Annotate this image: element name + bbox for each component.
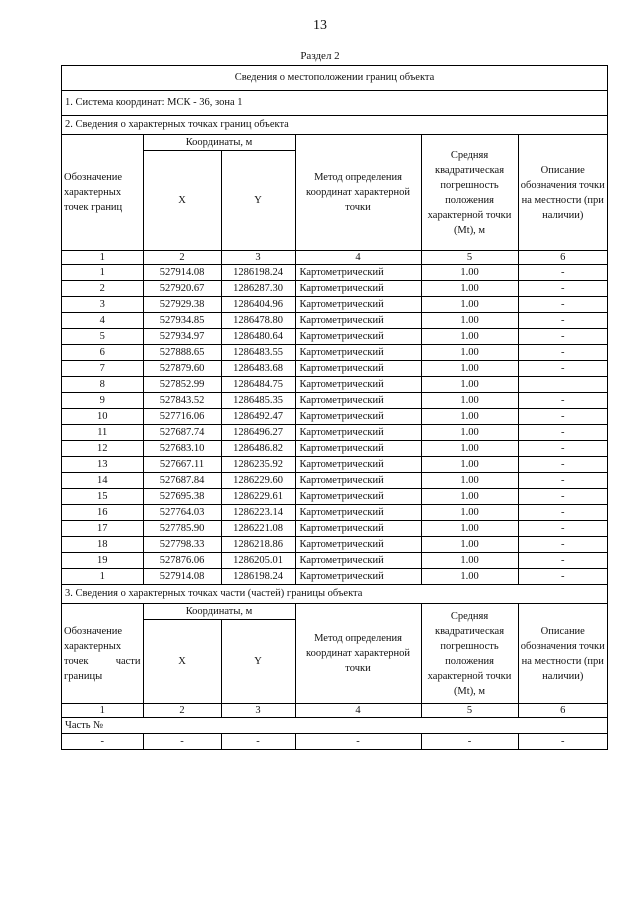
- coordinate-x: 527695.38: [143, 489, 221, 505]
- column-number: 4: [295, 251, 421, 265]
- header-coordinates: Координаты, м: [143, 135, 295, 151]
- part-label: Часть №: [62, 718, 607, 734]
- method-cell: Картометрический: [295, 553, 421, 569]
- error-cell: 1.00: [421, 281, 518, 297]
- table-row: [62, 345, 607, 361]
- error-cell: 1.00: [421, 569, 518, 585]
- point-number: 18: [62, 537, 143, 553]
- error-cell: 1.00: [421, 425, 518, 441]
- points-table-body: [62, 265, 607, 585]
- coordinate-x: 527934.97: [143, 329, 221, 345]
- coordinate-x: 527785.90: [143, 521, 221, 537]
- point-number: 5: [62, 329, 143, 345]
- error-cell: 1.00: [421, 489, 518, 505]
- table-cell: -: [221, 734, 295, 750]
- column-number: 6: [518, 704, 607, 718]
- header-coordinates: Координаты, м: [143, 604, 295, 620]
- column-number: 3: [221, 251, 295, 265]
- point-number: 6: [62, 345, 143, 361]
- coordinate-y: 1286478.80: [221, 313, 295, 329]
- method-cell: Картометрический: [295, 537, 421, 553]
- table-row: [62, 281, 607, 297]
- method-cell: Картометрический: [295, 265, 421, 281]
- coordinate-x: 527716.06: [143, 409, 221, 425]
- method-cell: Картометрический: [295, 313, 421, 329]
- error-cell: 1.00: [421, 265, 518, 281]
- error-cell: 1.00: [421, 361, 518, 377]
- table-row: [62, 313, 607, 329]
- method-cell: Картометрический: [295, 345, 421, 361]
- table-row: [62, 425, 607, 441]
- header-description: Описание обозначения точки на местности (при наличии): [518, 604, 607, 704]
- header-y: Y: [221, 151, 295, 251]
- method-cell: Картометрический: [295, 393, 421, 409]
- coordinate-x: 527764.03: [143, 505, 221, 521]
- method-cell: Картометрический: [295, 281, 421, 297]
- coordinate-y: 1286205.01: [221, 553, 295, 569]
- point-number: 7: [62, 361, 143, 377]
- coordinate-y: 1286484.75: [221, 377, 295, 393]
- point-number: 8: [62, 377, 143, 393]
- method-cell: Картометрический: [295, 409, 421, 425]
- header-y: Y: [221, 620, 295, 704]
- table-row: [62, 297, 607, 313]
- point-number: 1: [62, 265, 143, 281]
- parts-header-row: [62, 604, 607, 620]
- coordinate-x: 527879.60: [143, 361, 221, 377]
- error-cell: 1.00: [421, 345, 518, 361]
- header-description: Описание обозначения точки на местности (при наличии): [518, 135, 607, 251]
- coordinate-x: 527914.08: [143, 265, 221, 281]
- section-title: Раздел 2: [300, 50, 340, 62]
- table-row: [62, 329, 607, 345]
- table-row: [62, 441, 607, 457]
- description-cell: -: [518, 361, 607, 377]
- method-cell: Картометрический: [295, 377, 421, 393]
- description-cell: -: [518, 345, 607, 361]
- error-cell: 1.00: [421, 409, 518, 425]
- column-number: 5: [421, 251, 518, 265]
- point-number: 2: [62, 281, 143, 297]
- coordinate-y: 1286235.92: [221, 457, 295, 473]
- header-error: Средняя квадратическая погрешность положения характерной точки (Mt), м: [421, 135, 518, 251]
- column-number: 6: [518, 251, 607, 265]
- method-cell: Картометрический: [295, 521, 421, 537]
- point-number: 17: [62, 521, 143, 537]
- method-cell: Картометрический: [295, 441, 421, 457]
- table-row: [62, 265, 607, 281]
- coordinate-x: 527929.38: [143, 297, 221, 313]
- coordinate-y: 1286287.30: [221, 281, 295, 297]
- table-row: [62, 537, 607, 553]
- table-row: [62, 569, 607, 585]
- method-cell: Картометрический: [295, 569, 421, 585]
- table-row: [62, 553, 607, 569]
- coordinate-y: 1286229.61: [221, 489, 295, 505]
- table-row: [62, 457, 607, 473]
- error-cell: 1.00: [421, 457, 518, 473]
- point-number: 10: [62, 409, 143, 425]
- header-x: X: [143, 151, 221, 251]
- coordinate-y: 1286198.24: [221, 569, 295, 585]
- coordinate-y: 1286483.68: [221, 361, 295, 377]
- table-row: [62, 505, 607, 521]
- description-cell: -: [518, 569, 607, 585]
- coordinate-y: 1286223.14: [221, 505, 295, 521]
- table-row: [62, 473, 607, 489]
- column-number: 2: [143, 704, 221, 718]
- error-cell: 1.00: [421, 313, 518, 329]
- part-label-row: [62, 718, 607, 734]
- method-cell: Картометрический: [295, 489, 421, 505]
- error-cell: 1.00: [421, 537, 518, 553]
- coordinate-x: 527914.08: [143, 569, 221, 585]
- coordinate-y: 1286485.35: [221, 393, 295, 409]
- parts-table: [62, 604, 607, 749]
- description-cell: -: [518, 553, 607, 569]
- parts-section-title: 3. Сведения о характерных точках части (частей) границы объекта: [62, 585, 607, 604]
- coordinate-y: 1286198.24: [221, 265, 295, 281]
- point-number: 16: [62, 505, 143, 521]
- table-row: [62, 377, 607, 393]
- point-number: 11: [62, 425, 143, 441]
- error-cell: 1.00: [421, 377, 518, 393]
- error-cell: 1.00: [421, 553, 518, 569]
- table-cell: -: [421, 734, 518, 750]
- error-cell: 1.00: [421, 441, 518, 457]
- header-x: X: [143, 620, 221, 704]
- column-number: 5: [421, 704, 518, 718]
- description-cell: [518, 377, 607, 393]
- points-table: [62, 135, 607, 585]
- error-cell: 1.00: [421, 473, 518, 489]
- method-cell: Картометрический: [295, 361, 421, 377]
- table-row: [62, 521, 607, 537]
- header-method: Метод определения координат характерной точки: [295, 604, 421, 704]
- coordinate-x: 527683.10: [143, 441, 221, 457]
- coordinate-y: 1286229.60: [221, 473, 295, 489]
- header-method: Метод определения координат характерной точки: [295, 135, 421, 251]
- column-number-row: [62, 704, 607, 718]
- description-cell: -: [518, 489, 607, 505]
- coordinate-x: 527852.99: [143, 377, 221, 393]
- description-cell: -: [518, 329, 607, 345]
- points-section-title: 2. Сведения о характерных точках границ объекта: [62, 116, 607, 135]
- description-cell: -: [518, 281, 607, 297]
- header-error: Средняя квадратическая погрешность положения характерной точки (Mt), м: [421, 604, 518, 704]
- error-cell: 1.00: [421, 329, 518, 345]
- coordinate-x: 527876.06: [143, 553, 221, 569]
- coordinate-x: 527888.65: [143, 345, 221, 361]
- description-cell: -: [518, 425, 607, 441]
- table-cell: -: [143, 734, 221, 750]
- point-number: 4: [62, 313, 143, 329]
- column-number-row: [62, 251, 607, 265]
- column-number: 1: [62, 704, 143, 718]
- table-cell: -: [518, 734, 607, 750]
- coordinate-y: 1286221.08: [221, 521, 295, 537]
- error-cell: 1.00: [421, 297, 518, 313]
- table-row: [62, 489, 607, 505]
- table-row: [62, 734, 607, 750]
- description-cell: -: [518, 473, 607, 489]
- method-cell: Картометрический: [295, 473, 421, 489]
- point-number: 3: [62, 297, 143, 313]
- description-cell: -: [518, 313, 607, 329]
- method-cell: Картометрический: [295, 297, 421, 313]
- description-cell: -: [518, 265, 607, 281]
- coordinate-system: 1. Система координат: МСК - 36, зона 1: [62, 91, 607, 116]
- column-number: 4: [295, 704, 421, 718]
- point-number: 13: [62, 457, 143, 473]
- coordinate-y: 1286483.55: [221, 345, 295, 361]
- header-designation: Обозначение характерных точек части границы: [62, 604, 143, 704]
- coordinate-x: 527843.52: [143, 393, 221, 409]
- table-row: [62, 361, 607, 377]
- table-cell: -: [295, 734, 421, 750]
- description-cell: -: [518, 297, 607, 313]
- point-number: 19: [62, 553, 143, 569]
- coordinate-x: 527667.11: [143, 457, 221, 473]
- page-number: 13: [313, 18, 327, 33]
- description-cell: -: [518, 409, 607, 425]
- coordinate-x: 527798.33: [143, 537, 221, 553]
- description-cell: -: [518, 505, 607, 521]
- description-cell: -: [518, 537, 607, 553]
- description-cell: -: [518, 457, 607, 473]
- description-cell: -: [518, 441, 607, 457]
- coordinate-y: 1286486.82: [221, 441, 295, 457]
- method-cell: Картометрический: [295, 329, 421, 345]
- column-number: 1: [62, 251, 143, 265]
- header-designation: Обозначение характерных точек границ: [62, 135, 143, 251]
- table-cell: -: [62, 734, 143, 750]
- table-title: Сведения о местоположении границ объекта: [62, 66, 607, 91]
- point-number: 14: [62, 473, 143, 489]
- table-row: [62, 393, 607, 409]
- column-number: 2: [143, 251, 221, 265]
- point-number: 12: [62, 441, 143, 457]
- error-cell: 1.00: [421, 393, 518, 409]
- description-cell: -: [518, 393, 607, 409]
- coordinate-y: 1286480.64: [221, 329, 295, 345]
- error-cell: 1.00: [421, 505, 518, 521]
- points-header-row: [62, 135, 607, 151]
- method-cell: Картометрический: [295, 457, 421, 473]
- method-cell: Картометрический: [295, 425, 421, 441]
- boundary-document: [61, 65, 608, 750]
- coordinate-x: 527934.85: [143, 313, 221, 329]
- error-cell: 1.00: [421, 521, 518, 537]
- point-number: 9: [62, 393, 143, 409]
- coordinate-x: 527920.67: [143, 281, 221, 297]
- coordinate-y: 1286218.86: [221, 537, 295, 553]
- table-row: [62, 409, 607, 425]
- coordinate-y: 1286404.96: [221, 297, 295, 313]
- coordinate-y: 1286492.47: [221, 409, 295, 425]
- coordinate-x: 527687.84: [143, 473, 221, 489]
- point-number: 15: [62, 489, 143, 505]
- method-cell: Картометрический: [295, 505, 421, 521]
- column-number: 3: [221, 704, 295, 718]
- point-number: 1: [62, 569, 143, 585]
- description-cell: -: [518, 521, 607, 537]
- coordinate-y: 1286496.27: [221, 425, 295, 441]
- coordinate-x: 527687.74: [143, 425, 221, 441]
